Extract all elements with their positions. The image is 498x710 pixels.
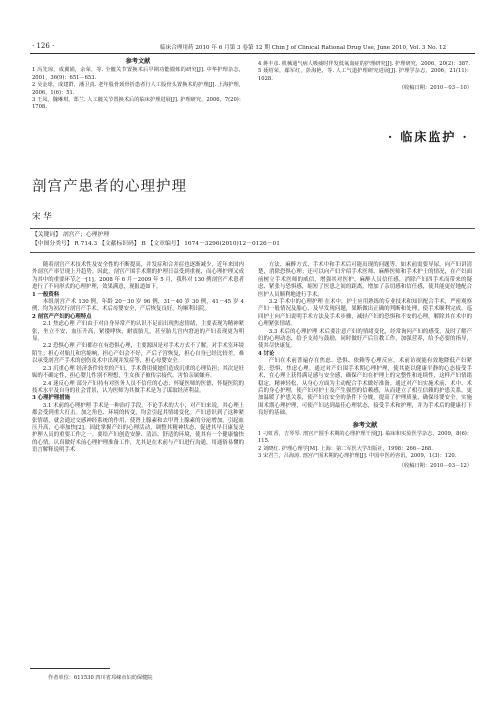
body-paragraph: 产妇在术前普遍存在焦虑、恐惧、依赖等心理反应，术前访视能有效地降低产妇紧张、恐惧、焦虑心理。通过对产妇围手术期心理护理，使其能以健康平静的心态接受手术，在心理上获得满足感与安全感，确保产妇在护理上的完整性和连续性，这样产妇情绪稳定，精神轻松，从身心方面为主动配合手术做好准备。通过对产妇实施术前、术中、术后的身心护理，使产妇对护士及产生强烈的信赖感，从而建立了相互信赖的护患关系，更加温暖了护患关系，使产妇在安全的条件下分娩，提高了护理质量，确保母婴安全。实施围术期心理护理，可使产妇达到最佳心理状态，接受手术和护理，并为手术后的健康打下良好的基础。 bbox=[258, 358, 472, 417]
prev-refs-heading: 参考文献 bbox=[125, 58, 151, 65]
reference-item: 2 刘晓红. 护理心理学[M]. 上海：第二军医大学出版社，1998：266－268. bbox=[258, 445, 433, 452]
reference-item: 1 刁虹香，吉琴琴. 剖宫产围手术期的心理护理干预[J]. 临床和实验医学杂志，2009，8(6)：115. bbox=[258, 430, 472, 445]
article-title: 剖宫产患者的心理护理 bbox=[32, 179, 187, 195]
refs-heading: 参考文献 bbox=[352, 421, 378, 429]
reference-item: 4 蒋丰彦. 机械通气病人吸痰时伴发低氧血症的护理研究[J]. 护理研究，2006，20(2)：387. bbox=[258, 61, 470, 67]
body-paragraph: 3.1 术前的心理护理 手术是一种治疗手段，不论手术的大小，对产妇来说，其心理上都会受到重大打击。加之角色、环境的转变，均会引起其情绪变化。产妇意识到了这种紧张情绪，就会通过交感神经系统的作用，使肾上腺素和去甲肾上腺素的分泌增加，引起血压升高，心率加快[2]。因此掌握产妇的心理活动，调整其精神状态，促进其早日康复是护理人员的重要工作之一。要给产妇创造安静、清洁、舒适的环境，使其有一个健康愉快的心情。认真做好术前心理护理准备工作，尤其是在术前与产妇进行沟通，用通俗易懂的语言解释说明手术 bbox=[32, 402, 244, 454]
keywords-rule-bottom bbox=[30, 252, 475, 253]
section-heading: 1 一般资料 bbox=[32, 291, 60, 298]
classification-line: 【中图分类号】 R 714.3 【文献标识码】 B 【文章编号】 1674－3296(2010)12－0126－01 bbox=[32, 241, 280, 247]
body-paragraph: 方法、麻醉方式、手术中和手术后可能出现的问题等。如术前需要导尿，向产妇讲清楚，消除恐惧心理；还可以向产妇介绍手术医师、麻醉医师和手术护士的情况，在产妇面前树立手术医师的威信，增强其对医护、麻醉人员信任感，消除产妇四手术而带来的疑虑、紧张与恐惧感，缩短了医患之间的距离，增加了亲切感和信任感，使其能更好地配合医护人员顺利地进行手术。 bbox=[258, 262, 472, 298]
reference-item: 1 冯先琼，成翼娟，余荣，等. 全髋关节置换术后早期功能锻炼的研究[J]. 中华护理杂志，2001，36(9)：651－653. bbox=[32, 67, 244, 81]
keywords-rule-top bbox=[30, 228, 475, 229]
journal-info: 临床合理用药 2010 年 6 月第 3 卷第 12 期 Chin J of Clinical Rational Drug Use, June 2010, Vol. 3 No. 12 bbox=[160, 45, 447, 51]
body-right-column bbox=[258, 262, 472, 470]
prev-refs-left bbox=[32, 58, 244, 112]
body-paragraph: 2.4 迷反心理 部分产妇持有对医务人员不信任的心态，怀疑医师的医德，怀疑医院的技术水平及自身的社会背景，认为医师为其做手术是为了谋取经济利益。 bbox=[32, 380, 244, 394]
article-author: 宋 华 bbox=[32, 212, 52, 222]
prev-refs-right bbox=[258, 61, 472, 93]
header-rule bbox=[30, 53, 475, 54]
body-paragraph: 本组剖宫产术 130 例，年龄 20－30 岁 96 例，31－40 岁 30 例，41－45 岁 4 例，均为初次行剖宫产手术。术后母婴安全，产后恢复良好，均顺利出院。 bbox=[32, 299, 244, 313]
section-heading: 3 心理护理措施 bbox=[32, 395, 70, 402]
section-heading: 2 剖宫产产妇的心理特点 bbox=[32, 313, 92, 320]
body-left-column bbox=[32, 262, 244, 455]
received-date: （收稿日期：2010－03－12） bbox=[398, 462, 472, 469]
body-paragraph: 2.2 恐惧心理 产妇都存在有恐惧心理，主要源因是对手术方式不了解，对手术室环境陌生；担心对胎儿和宫缩响，担心产妇会不好，产后子宫恢复，担心自身已经比较差，难以承受剖宫产手术的创伤及术中出现并发症等，担心母婴安全。 bbox=[32, 343, 244, 365]
footnote-rule bbox=[30, 668, 110, 669]
reference-item: 2 吴金球，成建群，潘卫真. 老年股骨颈骨折患者行人工股骨头置换术的护理[J]. 上海护理，2006，1(6)：51. bbox=[32, 82, 244, 96]
body-paragraph: 3.3 术后的心理护理 术后要注意产妇的情绪变化，经常询问产妇的感受，及时了解产妇的心理动态，给予支持与鼓励，同时做好产后宣教工作，加强营养，给予必要的指导，使其尽快康复。 bbox=[258, 328, 472, 350]
prev-received-date: （收稿日期：2010－03－10） bbox=[398, 85, 472, 92]
section-banner: · 临床监护 · bbox=[388, 130, 469, 144]
reference-item: 5 聂绍荣，鄢军红，彭海艳，等. 人工气道护理研究进展[J]. 护理学杂志，2006，21(11)：1028. bbox=[258, 68, 472, 82]
section-heading: 4 讨论 bbox=[258, 350, 275, 357]
body-paragraph: 2.3 沉重心理 经济条件较差的产妇，手术费用使她们造成沉重的心理负担；其次是妊娠的不确定性，担心婴儿性别不理想，生女孩子被传宗接代，害怕亲属嫌弃。 bbox=[32, 365, 244, 380]
reference-item: 3 宋君兰，吕海涛. 剖宫产围术期的心理护理[J]. 中国中医药咨讯，2009，1(3)：120. bbox=[258, 453, 457, 460]
reference-item: 3 王凤，魏琳琪，郑兰. 人工髋关节置换术后的临床护理进展[J]. 护理研究，2006，7(20)：1708. bbox=[32, 97, 244, 111]
keywords-block bbox=[32, 231, 280, 249]
body-paragraph: 2.1 焦虑心理 产妇由于对自身异常产的认识不足而出现焦虑情绪，主要表现为精神紧张，坐立不安，血压升高，紧搂哮恢，耐震胎儿，甚至胎儿宫内窘迫的产妇表现更为明显。 bbox=[32, 321, 244, 343]
author-affiliation: 作者单位：611530 四川省邛崃市妇幼保健院 bbox=[48, 675, 153, 681]
body-paragraph: 随着剖宫产术技术性及安全性的不断提高，并发症和合并症也逐渐减少，近年来国内外剖宫产率呈现上升趋势。因此，剖宫产围手术期的护理日益受到重视，而心理护理又成为其中的重要环节之一[1]。2008 年 6 月－2009 年 5 月，我科对 130 例剖宫产术患者进行了不同形式的心理护理，效果满意，现报道如下。 bbox=[32, 262, 244, 291]
right-body-text bbox=[258, 262, 472, 418]
page-number: · 126 · bbox=[32, 42, 55, 50]
keywords-line: 【关键词】 剖宫产；心理护理 bbox=[32, 232, 110, 238]
body-paragraph: 3.2 手术中的心理护理 在术中，护士应用熟练的专业技术和知识配合手术，严密观察产妇一般情况及胎心、及早发现问题，果断做出正确的判断和处理，使手术顺利完成。巡回护士向产妇说明手术方法及手术步骤，减轻产妇的恐惧和不安的心理，解除其在术中的心理紧张情绪。 bbox=[258, 299, 472, 328]
